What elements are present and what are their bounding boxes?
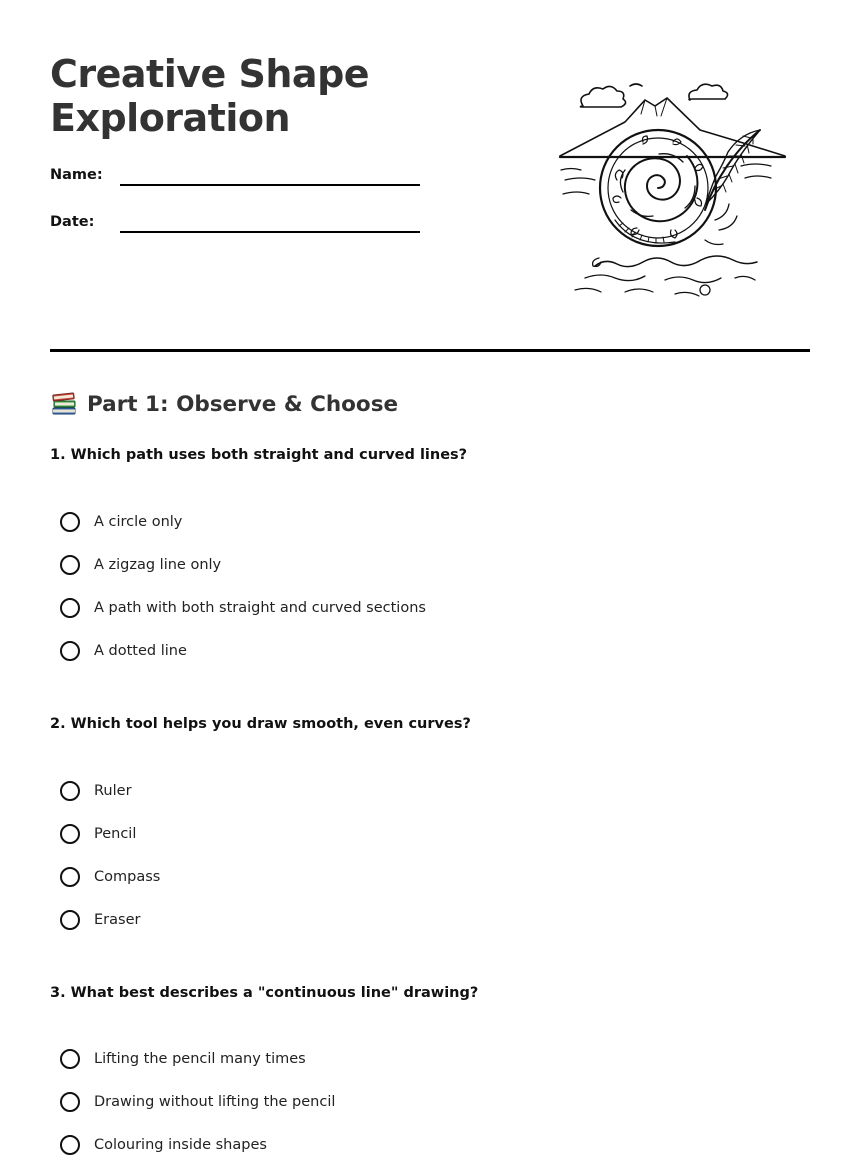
radio-button[interactable] bbox=[60, 1135, 80, 1155]
question-1-option-4[interactable] bbox=[60, 638, 187, 664]
question-1-option-2[interactable] bbox=[60, 552, 221, 578]
question-2-option-3[interactable] bbox=[60, 864, 160, 890]
header-divider bbox=[50, 349, 810, 352]
question-2-option-4[interactable] bbox=[60, 907, 140, 933]
question-3-option-1[interactable] bbox=[60, 1046, 306, 1072]
name-field[interactable] bbox=[50, 166, 420, 194]
worksheet-page bbox=[50, 0, 810, 1161]
option-label: Colouring inside shapes bbox=[94, 1137, 267, 1153]
option-label: A zigzag line only bbox=[94, 557, 222, 573]
option-label: A path with both straight and curved sections bbox=[94, 600, 426, 616]
question-2-option-1[interactable] bbox=[60, 778, 132, 804]
question-3 bbox=[50, 984, 810, 1153]
radio-button[interactable] bbox=[60, 512, 80, 532]
option-label: Eraser bbox=[94, 912, 141, 928]
option-label: Drawing without lifting the pencil bbox=[94, 1094, 336, 1110]
radio-button[interactable] bbox=[60, 910, 80, 930]
spiral-shell-mountain-illustration bbox=[555, 70, 790, 300]
date-label: Date: bbox=[50, 214, 95, 230]
radio-button[interactable] bbox=[60, 598, 80, 618]
question-2-option-2[interactable] bbox=[60, 821, 136, 847]
section-heading bbox=[50, 389, 398, 419]
radio-button[interactable] bbox=[60, 824, 80, 844]
option-label: Lifting the pencil many times bbox=[94, 1051, 306, 1067]
question-3-option-2[interactable] bbox=[60, 1089, 335, 1115]
question-2 bbox=[50, 715, 810, 928]
question-1 bbox=[50, 446, 810, 659]
option-label: Pencil bbox=[94, 826, 137, 842]
option-label: Compass bbox=[94, 869, 161, 885]
page-title: Creative Shape Exploration bbox=[50, 52, 370, 140]
question-1-option-3[interactable] bbox=[60, 595, 426, 621]
question-1-option-1[interactable] bbox=[60, 509, 182, 535]
books-icon bbox=[50, 390, 78, 418]
option-label: A circle only bbox=[94, 514, 183, 530]
radio-button[interactable] bbox=[60, 781, 80, 801]
radio-button[interactable] bbox=[60, 867, 80, 887]
option-label: Ruler bbox=[94, 783, 132, 799]
question-2-text: 2. Which tool helps you draw smooth, even curves? bbox=[50, 716, 471, 732]
date-input-line[interactable] bbox=[120, 231, 420, 233]
radio-button[interactable] bbox=[60, 641, 80, 661]
question-3-text: 3. What best describes a "continuous line" drawing? bbox=[50, 985, 479, 1001]
radio-button[interactable] bbox=[60, 1049, 80, 1069]
name-label: Name: bbox=[50, 167, 103, 183]
name-input-line[interactable] bbox=[120, 184, 420, 186]
radio-button[interactable] bbox=[60, 1092, 80, 1112]
radio-button[interactable] bbox=[60, 555, 80, 575]
option-label: A dotted line bbox=[94, 643, 187, 659]
question-3-option-3[interactable] bbox=[60, 1132, 267, 1158]
date-field[interactable] bbox=[50, 213, 420, 241]
question-1-text: 1. Which path uses both straight and curved lines? bbox=[50, 447, 468, 463]
section-title: Part 1: Observe & Choose bbox=[87, 391, 399, 417]
